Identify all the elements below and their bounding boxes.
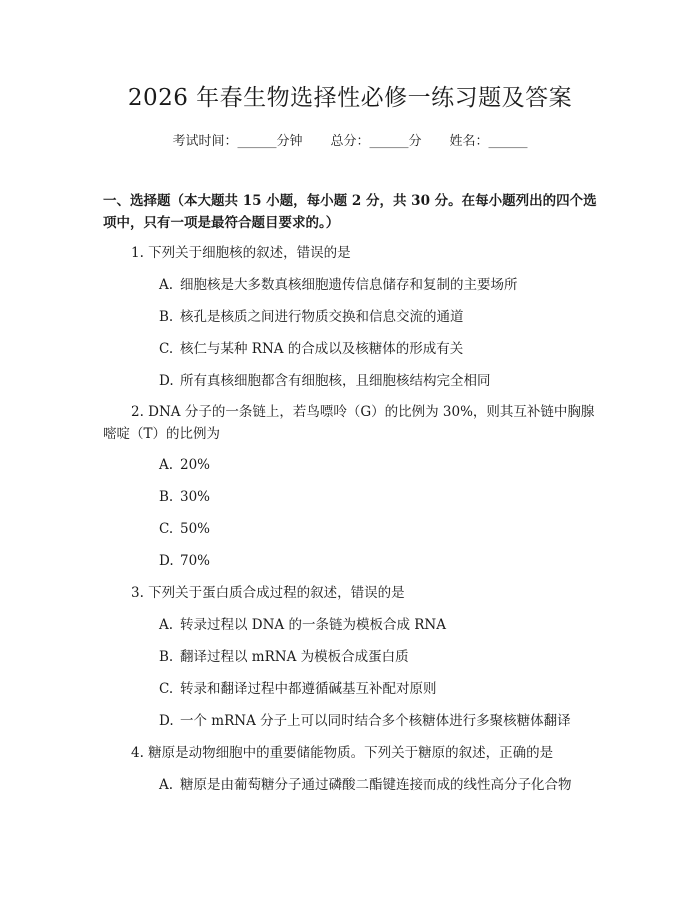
page-title: 2026 年春生物选择性必修一练习题及答案	[127, 85, 573, 111]
question-stem: 4. 糖原是动物细胞中的重要储能物质。下列关于糖原的叙述，正确的是	[131, 745, 554, 761]
option-text: 糖原是由葡萄糖分子通过磷酸二酯键连接而成的线性高分子化合物	[180, 777, 572, 793]
section-heading: 一、选择题（本大题共 15 小题，每小题 2 分，共 30 分。在每小题列出的四个选项中，只有一项是最符合题目要求的。）	[103, 193, 597, 231]
option-letter: B.	[159, 309, 174, 325]
option-letter: C.	[159, 681, 174, 697]
option-item	[159, 518, 609, 540]
option-text: 70%	[180, 553, 211, 569]
option-text: 一个 mRNA 分子上可以同时结合多个核糖体进行多聚核糖体翻译	[180, 713, 571, 729]
question-stem: 1. 下列关于细胞核的叙述，错误的是	[131, 245, 351, 261]
option-item	[159, 550, 609, 572]
option-letter: A.	[159, 457, 174, 473]
option-item	[159, 274, 609, 296]
option-letter: C.	[159, 521, 174, 537]
option-letter: B.	[159, 489, 174, 505]
exam-time-field: 考试时间：______分钟	[172, 134, 303, 149]
option-letter: D.	[159, 373, 174, 389]
option-item	[159, 370, 609, 392]
question-stem: 3. 下列关于蛋白质合成过程的叙述，错误的是	[131, 585, 405, 601]
option-letter: D.	[159, 553, 174, 569]
option-letter: A.	[159, 277, 174, 293]
exam-info-line	[0, 132, 700, 152]
option-text: 翻译过程以 mRNA 为模板合成蛋白质	[180, 649, 409, 665]
total-score-field: 总分：______分	[330, 134, 422, 149]
option-text: 细胞核是大多数真核细胞遗传信息储存和复制的主要场所	[180, 277, 518, 293]
option-text: 核仁与某种 RNA 的合成以及核糖体的形成有关	[180, 341, 464, 357]
option-item	[159, 678, 609, 700]
option-letter: C.	[159, 341, 174, 357]
option-text: 转录过程以 DNA 的一条链为模板合成 RNA	[180, 617, 446, 633]
option-text: 30%	[180, 489, 211, 505]
option-item	[159, 710, 609, 732]
option-text: 核孔是核质之间进行物质交换和信息交流的通道	[180, 309, 464, 325]
question-stem: 2. DNA 分子的一条链上，若鸟嘌呤（G）的比例为 30%，则其互补链中胸腺嘧啶（T）的比例为	[103, 404, 595, 442]
option-letter: A.	[159, 777, 174, 793]
option-letter: A.	[159, 617, 174, 633]
option-item	[159, 486, 609, 508]
option-item	[159, 614, 609, 636]
option-text: 所有真核细胞都含有细胞核，且细胞核结构完全相同	[180, 373, 491, 389]
option-text: 20%	[180, 457, 211, 473]
option-item	[159, 306, 609, 328]
option-item	[159, 774, 609, 796]
option-text: 转录和翻译过程中都遵循碱基互补配对原则	[180, 681, 437, 697]
option-item	[159, 454, 609, 476]
option-item	[159, 646, 609, 668]
name-field: 姓名：______	[449, 134, 528, 149]
option-letter: B.	[159, 649, 174, 665]
option-item	[159, 338, 609, 360]
option-letter: D.	[159, 713, 174, 729]
option-text: 50%	[180, 521, 211, 537]
